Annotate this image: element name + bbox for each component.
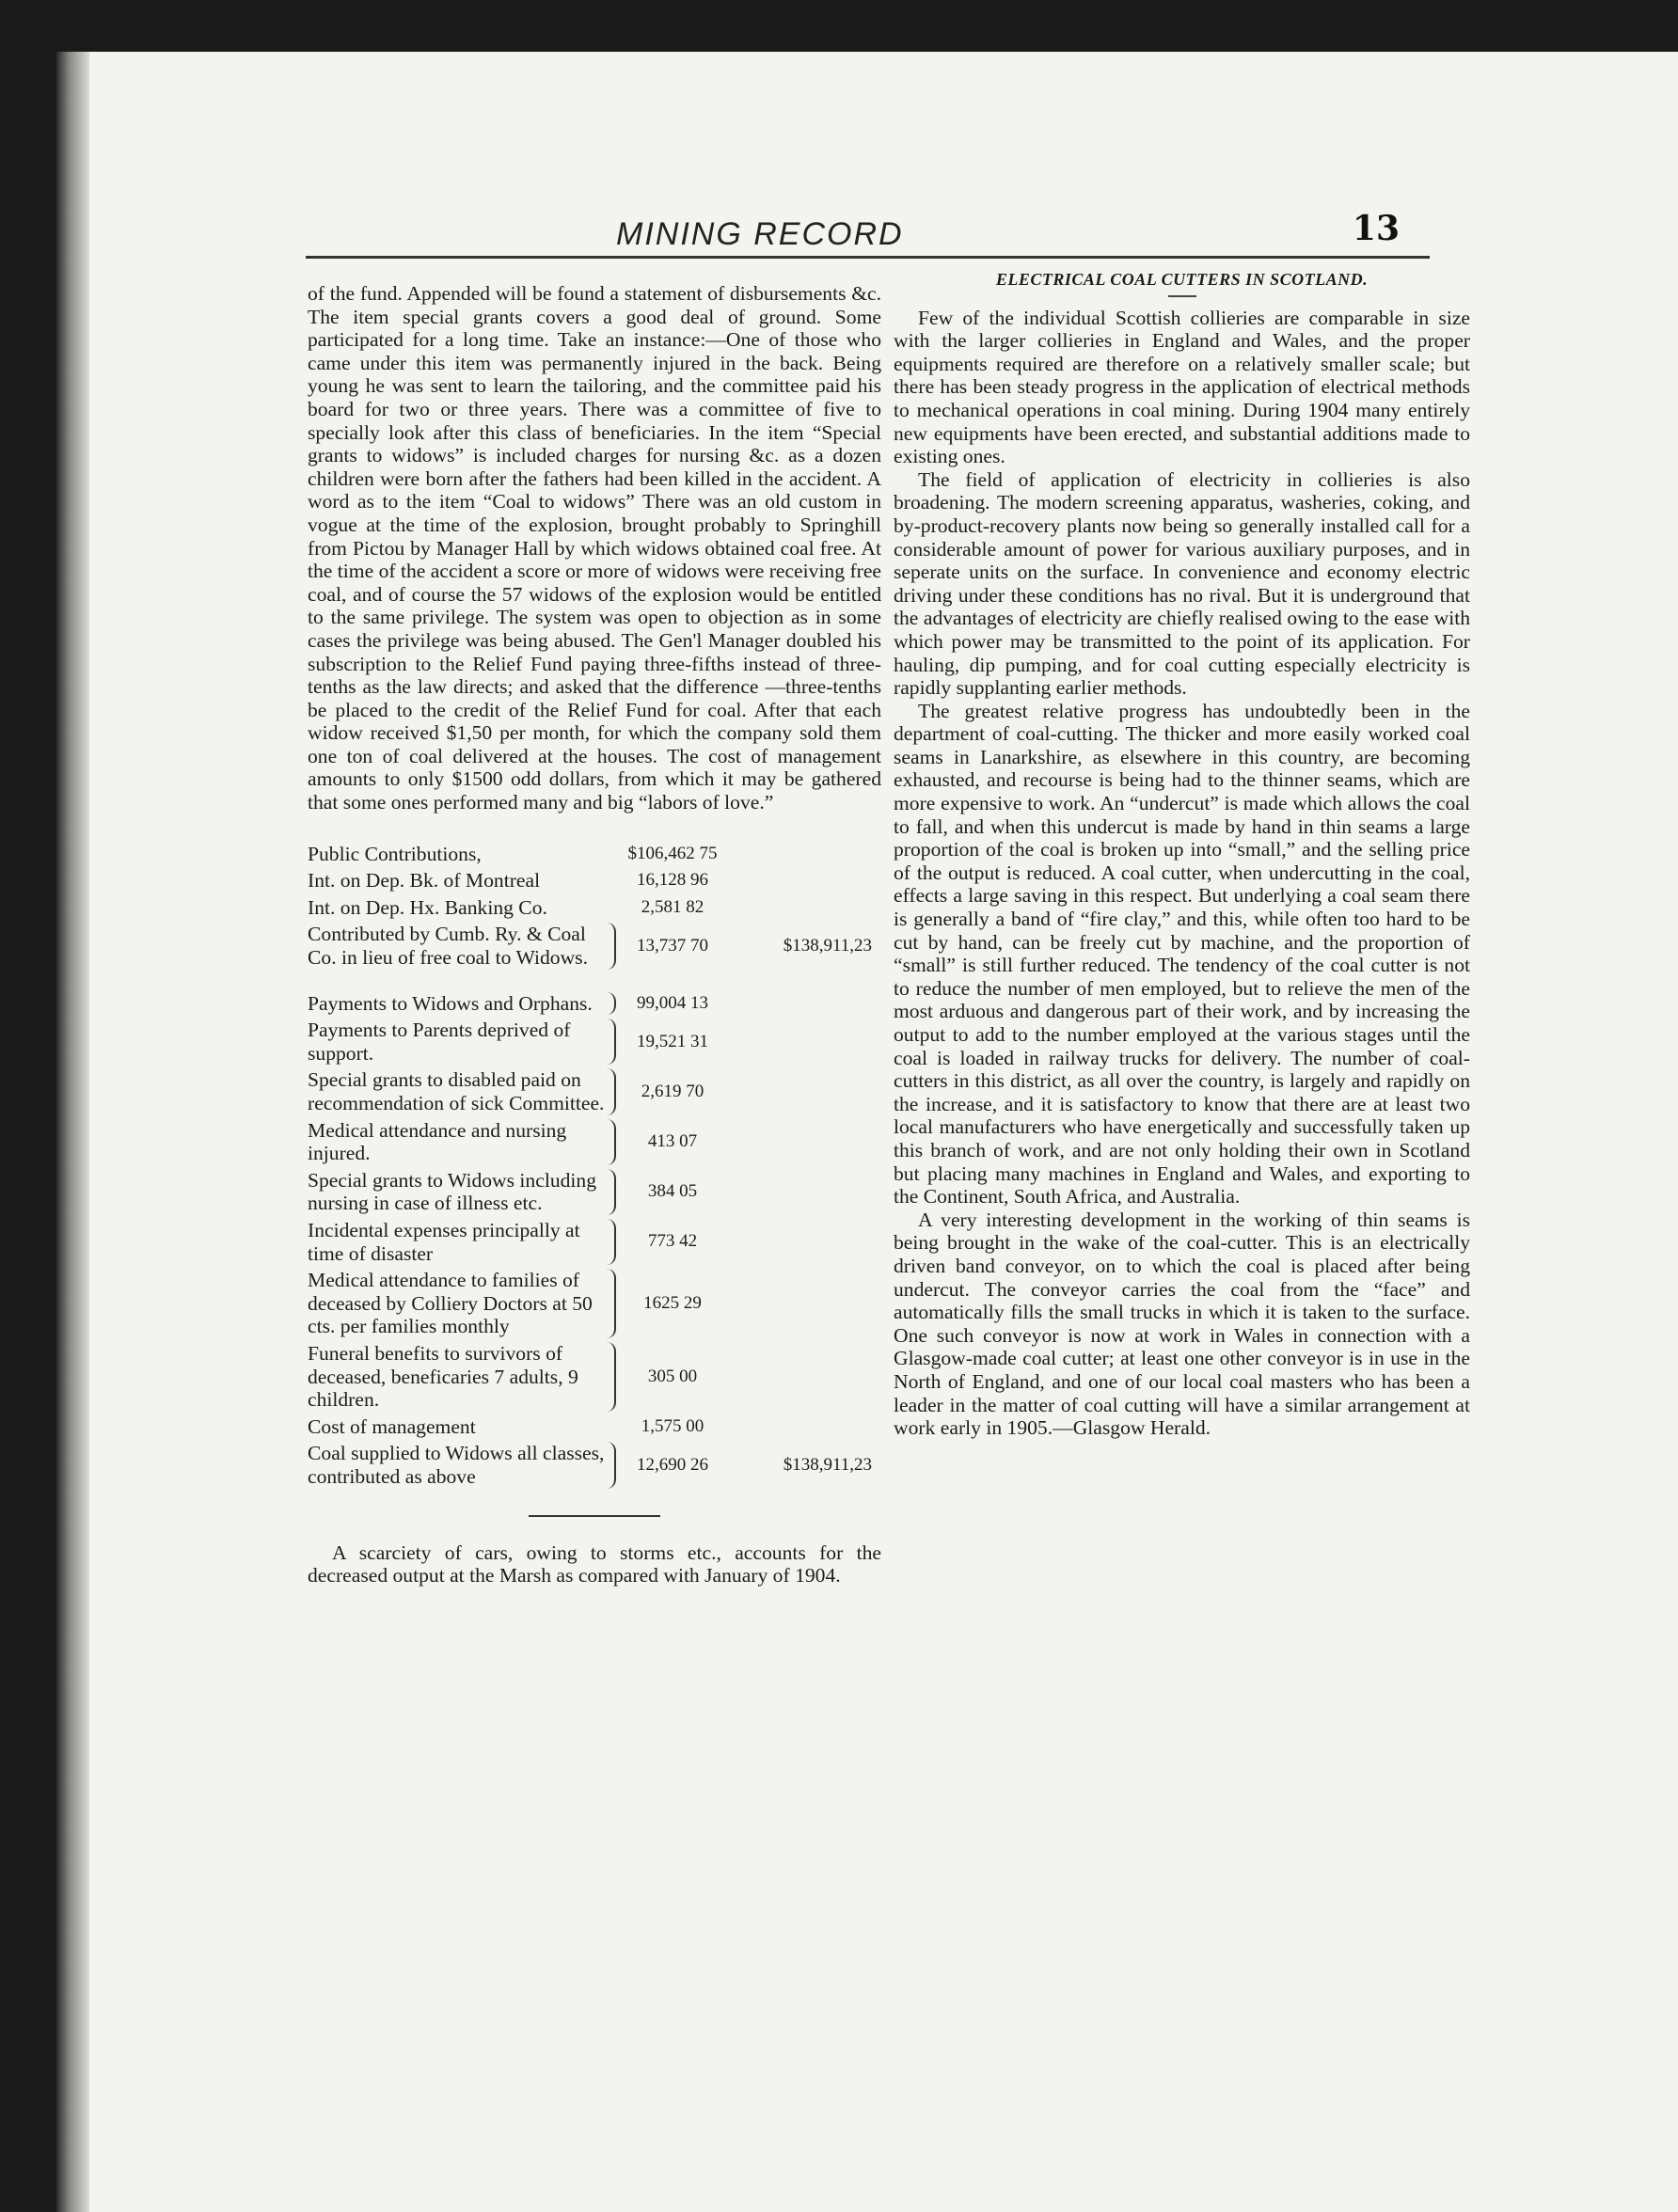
ledger-row (308, 1269, 891, 1338)
page-number: 13 (1352, 209, 1400, 248)
ledger-label: Funeral benefits to survivors of deceased, beneficaries 7 adults, 9 children. (308, 1342, 616, 1412)
ledger-label: Payments to Parents deprived of support. (308, 1019, 616, 1065)
article-paragraph: Few of the individual Scottish collieries are comparable in size with the larger collieries in England and Wales, and the proper equipments required are therefore on a relatively smaller scale; but there has been steady progress in the application of electrical methods to mechanical operations in coal mining. During 1904 many entirely new equipments have been erected, and substantial additions made to existing ones. (894, 306, 1470, 468)
ledger-row (308, 896, 891, 920)
ledger-amount: 99,004 13 (637, 992, 708, 1013)
ledger-row (308, 1119, 891, 1165)
ledger-row (308, 1068, 891, 1114)
ledger-label: Coal supplied to Widows all classes, contributed as above (308, 1442, 616, 1488)
ledger-row (308, 869, 891, 893)
ledger-label: Incidental expenses principally at time of disaster (308, 1219, 616, 1265)
ledger-row (308, 1219, 891, 1265)
ledger-label: Int. on Dep. Bk. of Montreal (308, 869, 541, 893)
ledger-amount: 305 00 (647, 1366, 698, 1386)
section-divider (529, 1515, 660, 1517)
page-header (306, 209, 1430, 263)
left-column (308, 282, 881, 1588)
ledger-row (308, 1442, 891, 1488)
ledger-row (308, 992, 891, 1016)
ledger-label: Contributed by Cumb. Ry. & Coal Co. in lieu of free coal to Widows. (308, 923, 616, 969)
ledger-label: Medical attendance and nursing injured. (308, 1119, 616, 1165)
ledger-amount: $106,462 75 (627, 843, 718, 863)
ledger-total: $138,911,23 (783, 935, 872, 956)
article-paragraph: The field of application of electricity in collieries is also broadening. The modern screening apparatus, washeries, coking, and by-product-recovery plants now being so generally installed call for a considerable amount of power for various auxiliary purposes, and in seperate units on the surface. In convenience and economy electric driving under these conditions has no rival. But it is underground that the advantages of electricity are chiefly realised owing to the ease with which power may be transmitted to the point of its application. For hauling, dip pumping, and for coal cutting especially electricity is rapidly supplanting earlier methods. (894, 467, 1470, 700)
ledger-amount: 2,619 70 (641, 1081, 704, 1101)
article-paragraph: A very interesting development in the working of thin seams is being brought in the wake of the coal-cutter. This is an electrically driven band conveyor, on to which the coal is placed after being undercut. The conveyor carries the coal from the “face” and automatically fills the small trucks in which it is taken to the surface. One such conveyor is now at work in Wales in connection with a Glasgow-made coal cutter; at least one other conveyor is in use in the North of England, and one of our local coal masters who has been a leader in the matter of coal cutting will have a similar arrangement at work early in 1905.—Glasgow Herald. (894, 1208, 1470, 1440)
output-note: A scarciety of cars, owing to storms etc., accounts for the decreased output at the Marsh as compared with January of 1904. (308, 1540, 881, 1588)
ledger-row (308, 1019, 891, 1065)
article-paragraph: The greatest relative progress has undoubtedly been in the department of coal-cutting. The thicker and more easily worked coal seams in Lanarkshire, as elsewhere in this country, are becoming exhausted, and recourse is being had to the thinner seams, which are more expensive to work. An “undercut” is made which allows the coal to fall, and when this undercut is made by hand in thin seams a large proportion of the coal is broken up into “small,” and the selling price of the output is reduced. A coal cutter, when undercutting in the coal, effects a large saving in this respect. But underlying a coal seam there is generally a band of “fire clay,” and this, while often too hard to be cut by hand, can be freely cut by machine, and the proportion of “small” is still further reduced. The tendency of the coal cutter is not to reduce the number of men employed, but to relieve the men of the most arduous and dangerous part of their work, and by increasing the output to add to the number employed at the various stages until the coal is loaded in railway trucks for delivery. The number of coal-cutters in this district, as all over the country, is largely and rapidly on the increase, and it is satisfactory to know that there are at least two local manufacturers who have energetically and successfully taken up this branch of work, and are not only holding their own in Scotland but placing many machines in England and Wales, and exporting to the Continent, South Africa, and Australia. (894, 699, 1470, 1209)
relief-fund-statement (308, 843, 891, 1489)
ledger-label: Cost of management (308, 1414, 476, 1438)
relief-fund-paragraph: of the fund. Appended will be found a statement of disbursements &c. The item special grants covers a good deal of ground. Some participated for a long time. Take an instance:—One of those who came under this item was permanently injured in the back. Being young he was sent to learn the tailoring, and the committee paid his board for two or three years. There was a committee of five to specially look after this class of beneficiaries. In the item “Special grants to widows” is included charges for nursing &c. as a dozen children were born after the fathers had been killed in the accident. A word as to the item “Coal to widows” There was an old custom in vogue at the time of the explosion, brought probably to Springhill from Pictou by Manager Hall by which widows obtained coal free. At the time of the accident a score or more of widows were receiving free coal, and of course the 57 widows of the explosion would be entitled to the same privilege. The system was open to objection as in some cases the privilege was being abused. The Gen'l Manager doubled his subscription to the Relief Fund paying three-fifths instead of three-tenths as the law directs; and asked that the difference —three-tenths be placed to the credit of the Relief Fund for coal. After that each widow received $1,50 per month, for which the company sold them one ton of coal delivered at the houses. The cost of management amounts to only $1500 odd dollars, from which it may be gathered that some ones performed many and big “labors of love.” (308, 282, 881, 814)
ledger-label: Payments to Widows and Orphans. (308, 992, 616, 1016)
ledger-row (308, 923, 891, 969)
ledger-amount: 773 42 (647, 1231, 698, 1252)
ledger-label: Medical attendance to families of deceased by Colliery Doctors at 50 cts. per families monthly (308, 1269, 616, 1338)
header-rule (306, 256, 1430, 259)
ledger-amount: 413 07 (647, 1130, 698, 1151)
ledger-row (308, 1415, 891, 1439)
ledger-gap (308, 973, 891, 992)
right-column (894, 268, 1470, 1440)
ledger-label: Public Contributions, (308, 842, 482, 865)
ledger-amount: 2,581 82 (641, 896, 704, 917)
ledger-row (308, 843, 891, 866)
article-heading: ELECTRICAL COAL CUTTERS IN SCOTLAND. (995, 270, 1369, 289)
ledger-row (308, 1342, 891, 1412)
ledger-amount: 19,521 31 (637, 1031, 708, 1051)
page-edge (56, 52, 89, 2212)
ledger-amount: 1625 29 (643, 1292, 702, 1313)
ledger-total: $138,911,23 (783, 1454, 872, 1475)
ledger-amount: 12,690 26 (637, 1454, 708, 1475)
ledger-amount: 16,128 96 (637, 870, 708, 891)
ledger-row (308, 1169, 891, 1215)
ledger-amount: 1,575 00 (641, 1415, 704, 1436)
ledger-amount: 13,737 70 (637, 935, 708, 956)
ledger-label: Int. on Dep. Hx. Banking Co. (308, 895, 547, 919)
ledger-label: Special grants to disabled paid on recommendation of sick Committee. (308, 1068, 616, 1114)
ledger-amount: 384 05 (647, 1181, 698, 1202)
ledger-label: Special grants to Widows including nursing in case of illness etc. (308, 1169, 616, 1215)
running-title: MINING RECORD (616, 216, 904, 252)
heading-dash (1168, 295, 1196, 297)
